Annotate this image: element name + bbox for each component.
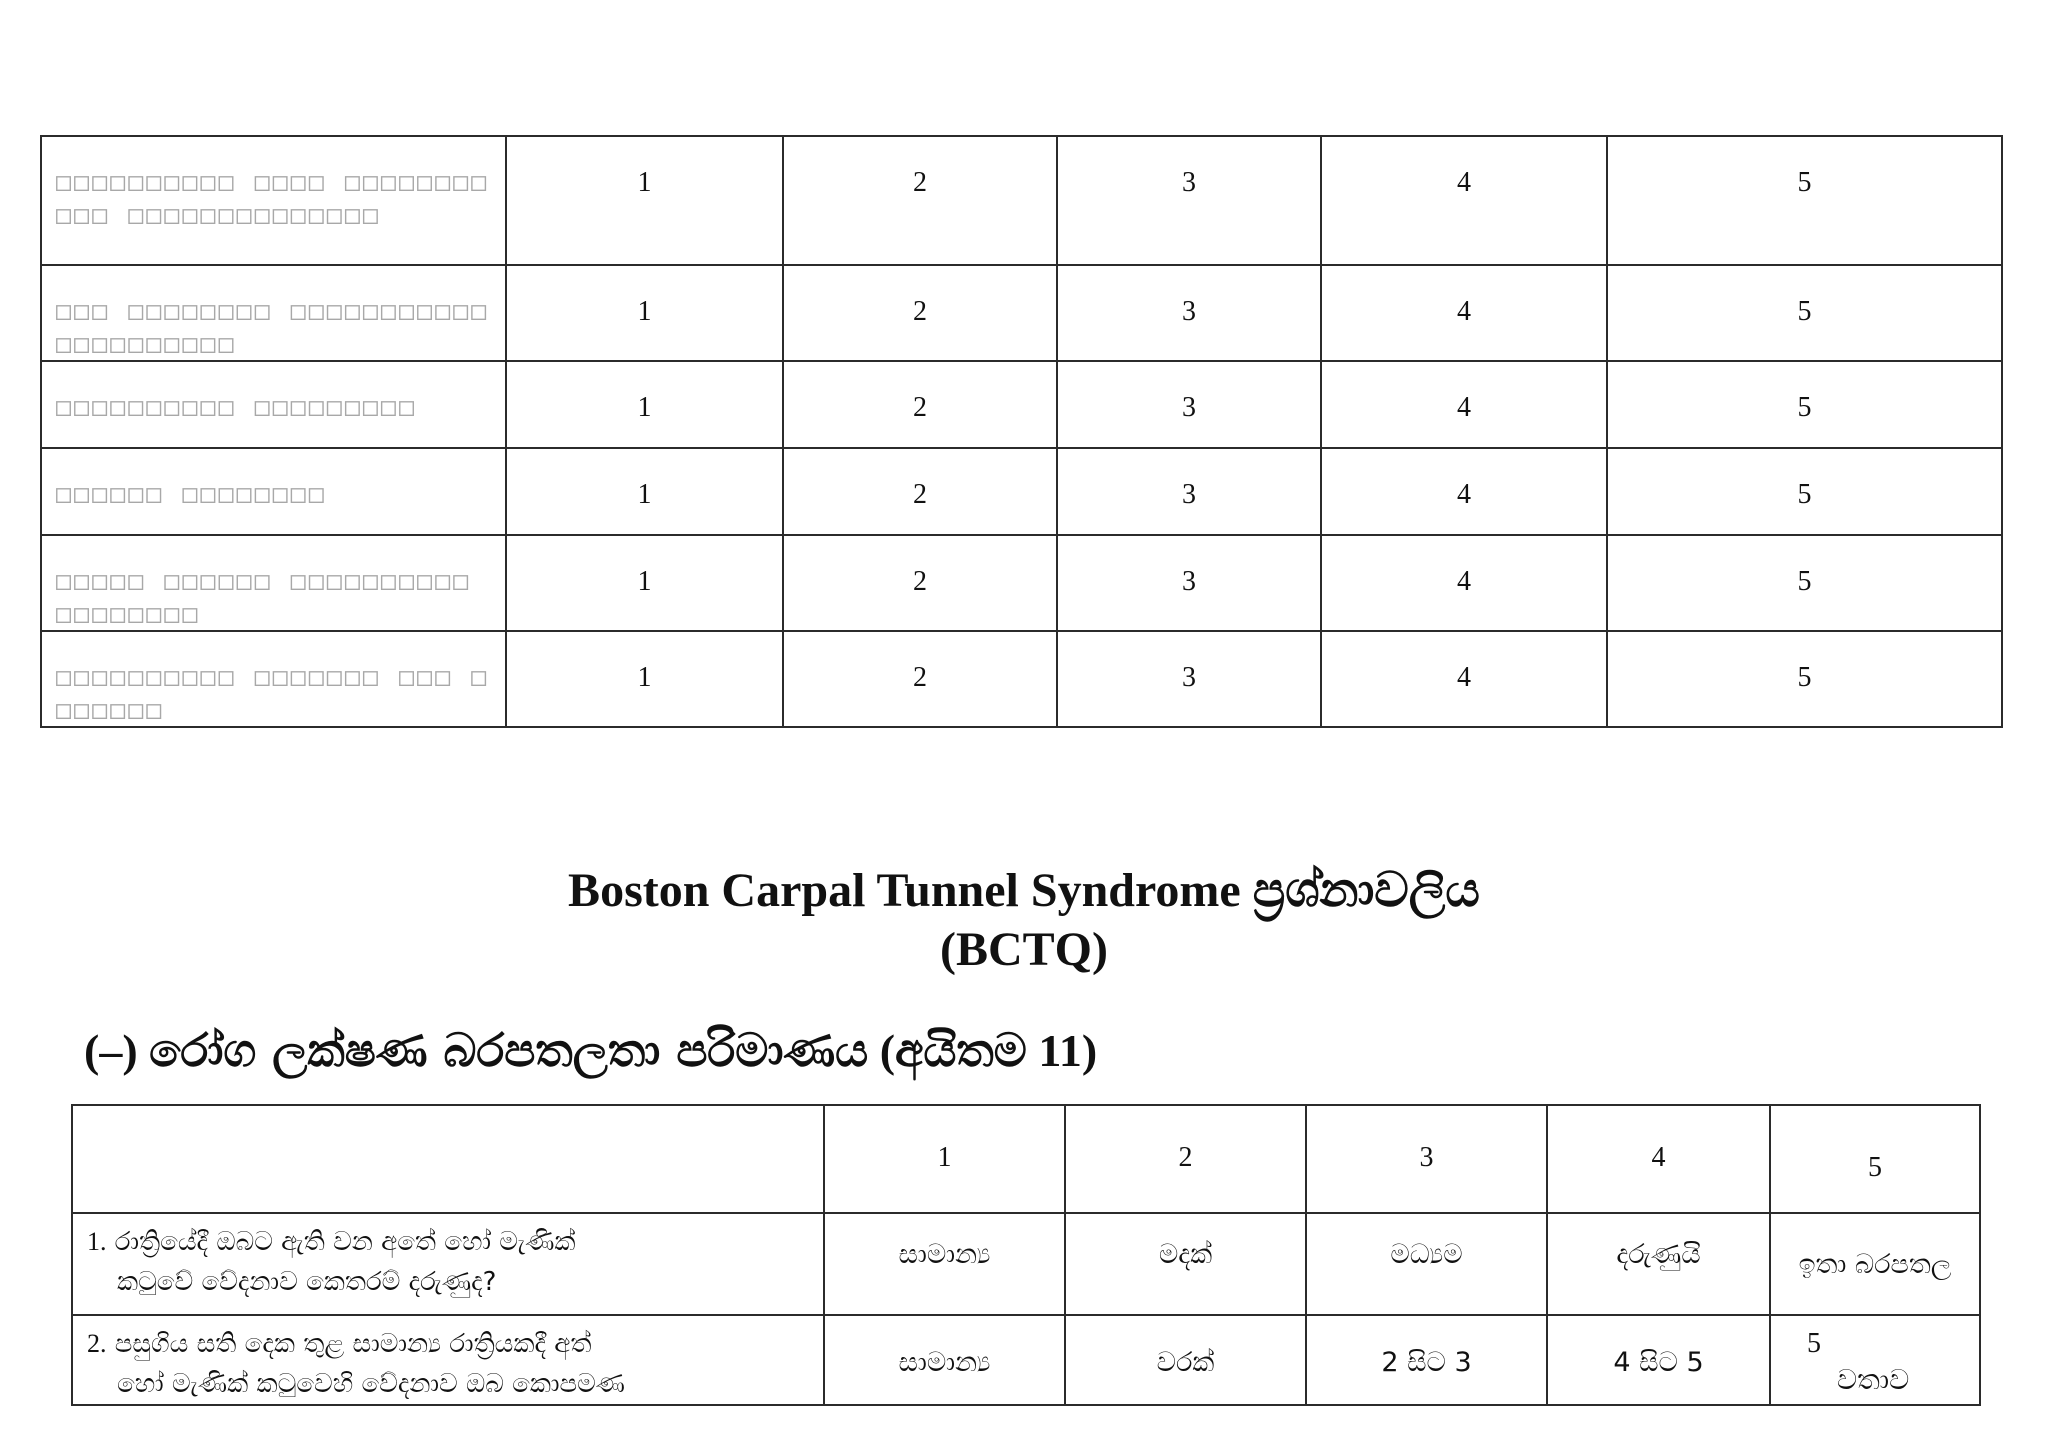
rating-value-1[interactable]: 1 — [506, 265, 783, 361]
question-row — [72, 1213, 1980, 1315]
rating-value-3[interactable]: 3 — [1057, 448, 1321, 535]
rating-value-3[interactable]: 3 — [1057, 265, 1321, 361]
answer-option[interactable]: සාමාන්‍ය — [824, 1213, 1065, 1315]
rating-row-label: □□□□□□ □□□□□□□□ — [41, 448, 506, 535]
question-line: කටුවේ වේදනාව කෙතරම් දරුණුද? — [117, 1267, 497, 1297]
rating-value-3[interactable]: 3 — [1057, 361, 1321, 448]
answer-option[interactable]: 2 සිට 3 — [1306, 1315, 1547, 1405]
header-cell-1: 1 — [824, 1105, 1065, 1213]
bctq-table — [71, 1104, 1981, 1406]
question-line: පසුගිය සති දෙක තුළ සාමාන්‍ය රාත්‍රියකදී අත් — [114, 1329, 592, 1359]
rating-row — [41, 136, 2002, 265]
page-subtitle: (BCTQ) — [940, 923, 1108, 976]
option-number: 5 — [1807, 1328, 1821, 1359]
rating-value-4[interactable]: 4 — [1321, 265, 1607, 361]
section-word: අයිතම — [895, 1023, 1027, 1077]
rating-value-1[interactable]: 1 — [506, 448, 783, 535]
rating-value-2[interactable]: 2 — [783, 448, 1057, 535]
rating-value-4[interactable]: 4 — [1321, 535, 1607, 631]
header-cell-5: 5 — [1770, 1105, 1980, 1213]
answer-option[interactable] — [1770, 1315, 1980, 1405]
rating-value-3[interactable]: 3 — [1057, 535, 1321, 631]
rating-row-label: □□□□□ □□□□□□ □□□□□□□□□□ □□□□□□□□ — [41, 535, 506, 631]
answer-option[interactable]: දරුණුයි — [1547, 1213, 1770, 1315]
section-count: 11) — [1038, 1025, 1098, 1076]
answer-option[interactable]: සාමාන්‍ය — [824, 1315, 1065, 1405]
rating-value-4[interactable]: 4 — [1321, 448, 1607, 535]
header-cell-4: 4 — [1547, 1105, 1770, 1213]
rating-value-5[interactable]: 5 — [1607, 535, 2002, 631]
answer-option[interactable]: ඉතා බරපතල — [1770, 1213, 1980, 1315]
answer-option[interactable]: මදක් — [1065, 1213, 1306, 1315]
title-sinhala: ප්‍රශ්නාවලිය — [1252, 862, 1480, 918]
rating-value-1[interactable]: 1 — [506, 631, 783, 727]
title-latin: Boston Carpal Tunnel Syndrome — [568, 864, 1241, 917]
question-row — [72, 1315, 1980, 1405]
rating-value-5[interactable]: 5 — [1607, 448, 2002, 535]
rating-value-2[interactable]: 2 — [783, 631, 1057, 727]
answer-option[interactable]: මධ්‍යම — [1306, 1213, 1547, 1315]
question-line: හෝ මැණික් කටුවෙහි වේදනාව ඔබ කොපමණ — [117, 1369, 625, 1399]
rating-row-label: □□□□□□□□□□ □□□□□□□□□ — [41, 361, 506, 448]
rating-value-2[interactable]: 2 — [783, 265, 1057, 361]
rating-value-4[interactable]: 4 — [1321, 631, 1607, 727]
rating-value-4[interactable]: 4 — [1321, 361, 1607, 448]
section-paren: ( — [879, 1025, 896, 1076]
option-word: වතාව — [1837, 1363, 1910, 1396]
rating-value-2[interactable]: 2 — [783, 361, 1057, 448]
rating-row — [41, 448, 2002, 535]
rating-row-label: □□□□□□□□□□ □□□□ □□□□□□□□□□□ □□□□□□□□□□□□□□ — [41, 136, 506, 265]
rating-value-5[interactable]: 5 — [1607, 136, 2002, 265]
header-cell-3: 3 — [1306, 1105, 1547, 1213]
question-text — [72, 1213, 824, 1315]
answer-option[interactable]: 4 සිට 5 — [1547, 1315, 1770, 1405]
rating-row-label: □□□ □□□□□□□□ □□□□□□□□□□□ □□□□□□□□□□ — [41, 265, 506, 361]
rating-row — [41, 631, 2002, 727]
rating-value-5[interactable]: 5 — [1607, 361, 2002, 448]
header-cell-empty — [72, 1105, 824, 1213]
rating-value-3[interactable]: 3 — [1057, 631, 1321, 727]
question-number: 2. — [87, 1329, 107, 1358]
rating-value-5[interactable]: 5 — [1607, 265, 2002, 361]
question-number: 1. — [87, 1227, 107, 1256]
rating-value-1[interactable]: 1 — [506, 535, 783, 631]
rating-value-2[interactable]: 2 — [783, 136, 1057, 265]
rating-row-label: □□□□□□□□□□ □□□□□□□ □□□ □□□□□□□ — [41, 631, 506, 727]
section-text: රෝග ලක්ෂණ බරපතලතා පරිමාණය — [149, 1023, 869, 1077]
page-title — [0, 862, 2048, 919]
rating-row — [41, 535, 2002, 631]
section-prefix: (–) — [84, 1025, 138, 1076]
rating-row — [41, 361, 2002, 448]
rating-value-2[interactable]: 2 — [783, 535, 1057, 631]
question-text — [72, 1315, 824, 1405]
rating-table — [40, 135, 2003, 728]
rating-value-4[interactable]: 4 — [1321, 136, 1607, 265]
answer-option[interactable]: වරක් — [1065, 1315, 1306, 1405]
bctq-header-row — [72, 1105, 1980, 1213]
question-line: රාත්‍රියේදී ඔබට ඇති වන අතේ හෝ මැණික් — [114, 1227, 576, 1257]
rating-value-1[interactable]: 1 — [506, 136, 783, 265]
header-cell-2: 2 — [1065, 1105, 1306, 1213]
rating-value-1[interactable]: 1 — [506, 361, 783, 448]
rating-value-3[interactable]: 3 — [1057, 136, 1321, 265]
rating-row — [41, 265, 2002, 361]
rating-value-5[interactable]: 5 — [1607, 631, 2002, 727]
section-heading — [84, 1020, 1097, 1081]
